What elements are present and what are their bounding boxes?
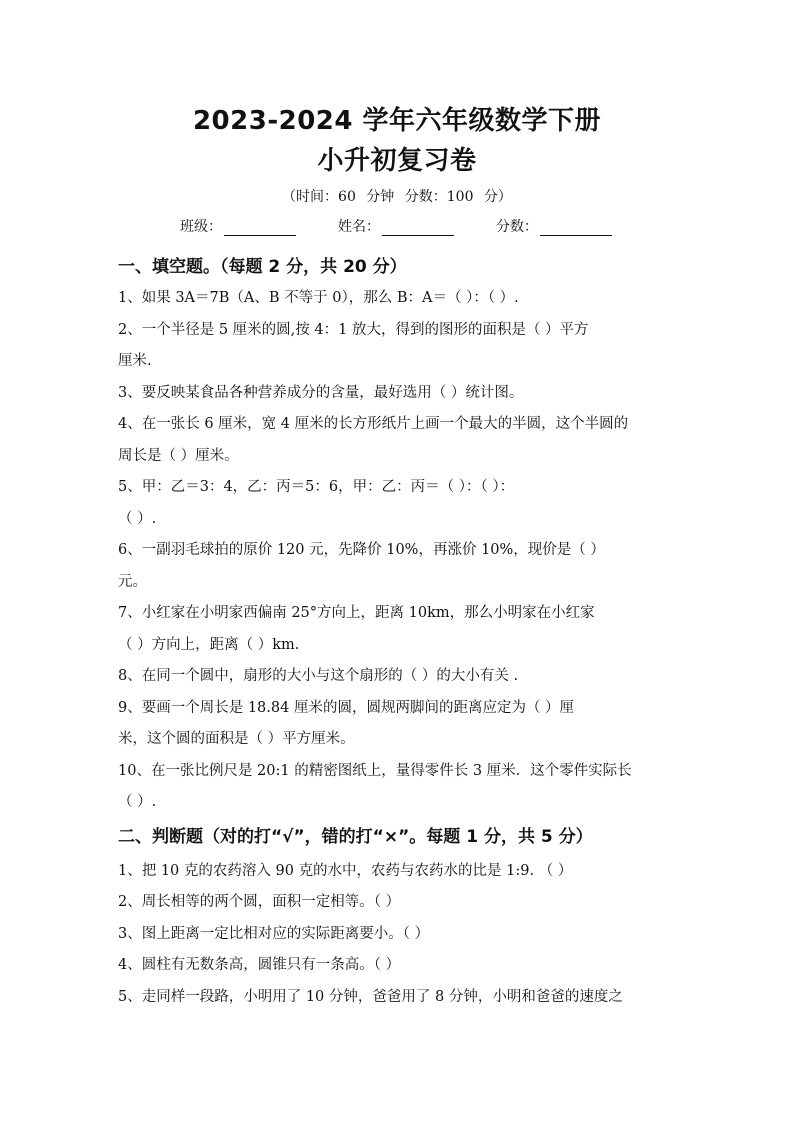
class-field[interactable] [180,216,296,236]
question-line: （ ）. [118,794,157,810]
question-line: 元。 [118,574,147,590]
exam-title: 2023-2024 学年六年级数学下册 [192,106,602,136]
section-true-false-heading: 二、判断题（对的打“√”，错的打“×”。每题 1 分，共 5 分） [118,827,593,847]
question-line: 4、在一张长 6 厘米，宽 4 厘米的长方形纸片上画一个最大的半圆，这个半圆的 [118,416,629,432]
name-label: 姓名： [338,219,380,235]
question-line: 米，这个圆的面积是（ ）平方厘米。 [118,731,355,747]
exam-subtitle: 小升初复习卷 [317,146,477,176]
question-line: 3、图上距离一定比相对应的实际距离要小。（ ） [118,926,430,942]
question-line: 1、把 10 克的农药溶入 90 克的水中，农药与农药水的比是 1:9. （ ） [118,863,573,879]
question-line: 5、甲：乙＝3：4，乙：丙＝5：6，甲：乙：丙＝（ ）：（ ）： [118,479,515,495]
class-blank[interactable] [224,219,296,236]
question-line: 4、圆柱有无数条高，圆锥只有一条高。（ ） [118,957,401,973]
question-line: （ ）方向上，距离（ ）km. [118,637,300,653]
question-line: 1、如果 3A＝7B（A、B 不等于 0），那么 B：A＝（ ）：（ ）. [118,290,519,306]
question-line: 10、在一张比例尺是 20:1 的精密图纸上，量得零件长 3 厘米．这个零件实际长 [118,763,632,779]
question-line: 2、周长相等的两个圆，面积一定相等。（ ） [118,894,401,910]
question-line: 9、要画一个周长是 18.84 厘米的圆，圆规两脚间的距离应定为（ ）厘 [118,700,575,716]
score-blank[interactable] [540,219,612,236]
name-blank[interactable] [382,219,454,236]
name-field[interactable] [338,216,454,236]
question-line: 5、走同样一段路，小明用了 10 分钟，爸爸用了 8 分钟，小明和爸爸的速度之 [118,989,623,1005]
question-line: 3、要反映某食品各种营养成分的含量，最好选用（ ）统计图。 [118,385,524,401]
score-label: 分数： [496,219,538,235]
section-fill-blank-heading: 一、填空题。（每题 2 分，共 20 分） [118,257,407,277]
question-line: 7、小红家在小明家西偏南 25°方向上，距离 10km，那么小明家在小红家 [118,605,595,621]
question-line: 8、在同一个圆中，扇形的大小与这个扇形的（ ）的大小有关 . [118,668,519,684]
question-line: 2、一个半径是 5 厘米的圆,按 4：1 放大，得到的图形的面积是（ ）平方 [118,322,589,338]
question-line: 周长是（ ）厘米。 [118,448,239,464]
question-line: （ ）. [118,511,157,527]
question-line: 厘米. [118,353,152,369]
student-info-fields [180,216,640,236]
class-label: 班级： [180,219,222,235]
question-line: 6、一副羽毛球拍的原价 120 元，先降价 10%，再涨价 10%，现价是（ ） [118,542,605,558]
exam-meta: （时间：60 分钟 分数：100 分） [282,189,512,205]
score-field[interactable] [496,216,612,236]
